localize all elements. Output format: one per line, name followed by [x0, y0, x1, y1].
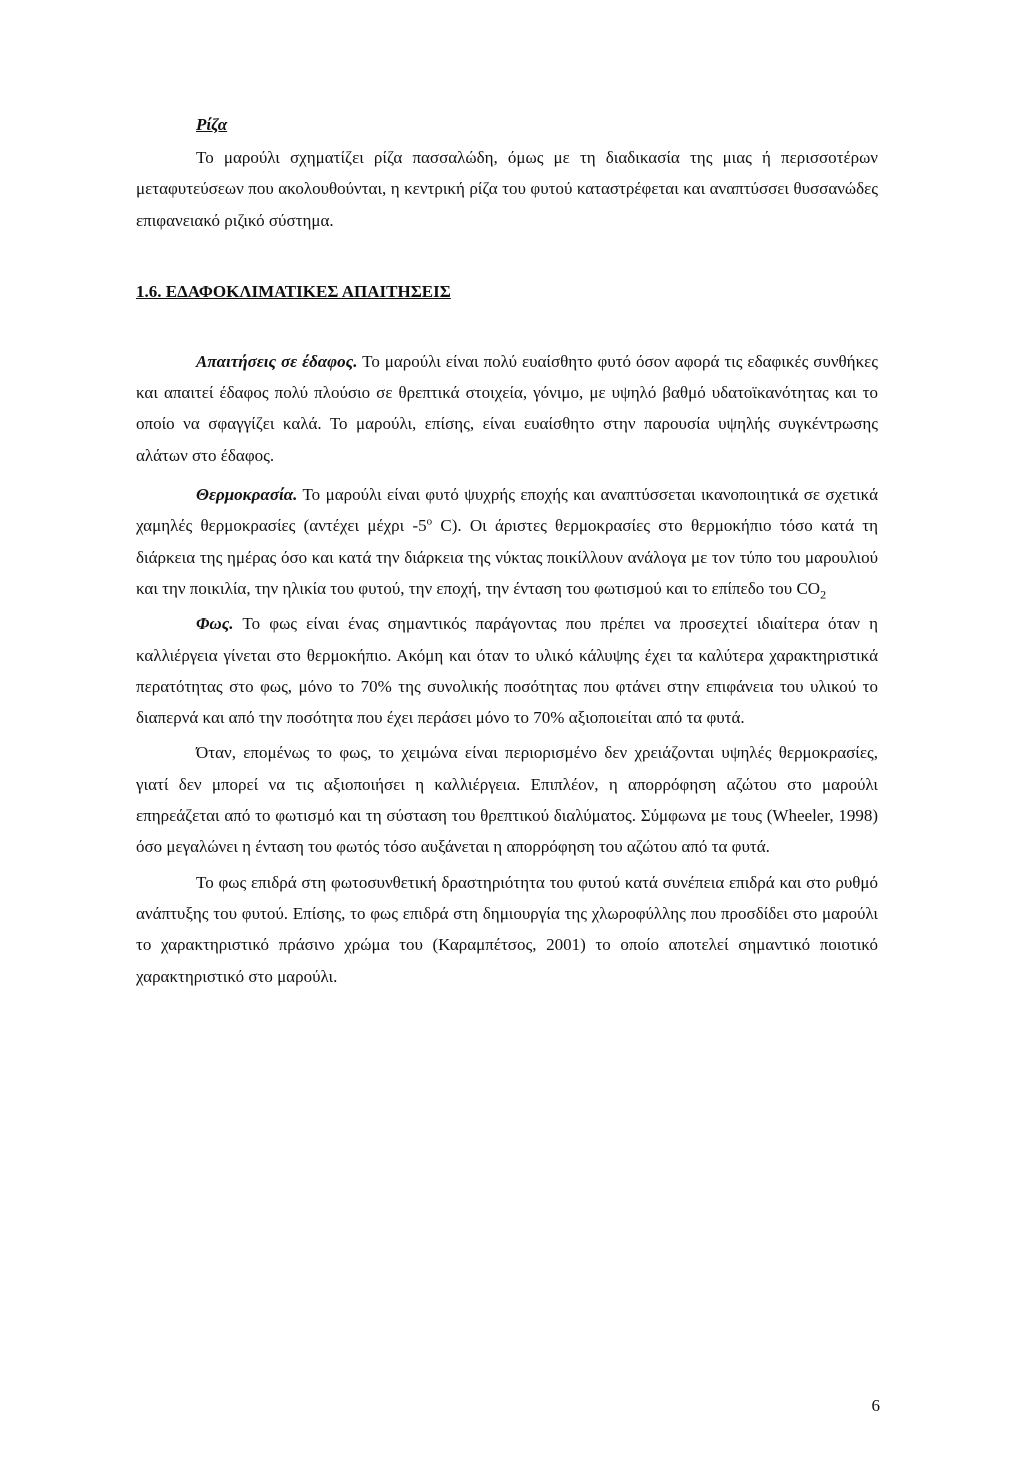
paragraph-temperature — [136, 479, 878, 604]
lead-soil: Απαιτήσεις σε έδαφος. — [196, 351, 358, 371]
subheading-root: Ρίζα — [196, 115, 228, 134]
page-number: 6 — [871, 1396, 880, 1415]
text-temperature-b: C). Οι άριστες θερμοκρασίες στο θερμοκήπιο τόσο κατά τη διάρκεια της ημέρας όσο και κατά την διάρκεια της νύκτας ποικίλλουν ανάλογα με τον τύπο του μαρουλιού και την ποικιλία, την ηλικία του φυτού, την εποχή, την ένταση του φωτισμού και το επίπεδο του CO — [136, 516, 879, 598]
section-title: 1.6. ΕΔΑΦΟΚΛΙΜΑΤΙΚΕΣ ΑΠΑΙΤΗΣΕΙΣ — [136, 281, 451, 301]
lead-light: Φως. — [196, 614, 234, 634]
lead-temperature: Θερμοκρασία. — [196, 485, 298, 505]
text-light: Το φως είναι ένας σημαντικός παράγοντας που πρέπει να προσεχτεί ιδιαίτερα όταν η καλλιέργεια γίνεται στο θερμοκήπιο. Ακόμη και όταν το υλικό κάλυψης έχει τα καλύτερα χαρακτηριστικά περατότητας στο φως, μόνο το 70% της συνολικής ποσότητας που φτάνει στην επιφάνεια του υλικού το διαπερνά και από την ποσότητα που έχει περάσει μόνο το 70% αξιοποιείται από τα φυτά. — [136, 614, 878, 728]
paragraph-winter: Όταν, επομένως το φως, το χειμώνα είναι περιορισμένο δεν χρειάζονται υψηλές θερμοκρασίες, γιατί δεν μπορεί να τις αξιοποιήσει η καλλιέργεια. Επιπλέον, η απορρόφηση αζώτου στο μαρούλι επηρεάζεται από το φωτισμό και τη σύσταση του θρεπτικού διαλύματος. Σύμφωνα με τους (Wheeler, 1998) όσο μεγαλώνει η ένταση του φωτός τόσο αυξάνεται η απορρόφηση του αζώτου από τα φυτά. — [136, 743, 878, 857]
paragraph-photosynthesis: Το φως επιδρά στη φωτοσυνθετική δραστηριότητα του φυτού κατά συνέπεια επιδρά και στο ρυθμό ανάπτυξης του φυτού. Επίσης, το φως επιδρά στη δημιουργία της χλωροφύλλης που προσδίδει στο μαρούλι το χαρακτηριστικό πράσινο χρώμα του (Καραμπέτσος, 2001) το οποίο αποτελεί σημαντικό ποιοτικό χαρακτηριστικό στο μαρούλι. — [136, 872, 878, 986]
degree-superscript: ο — [426, 515, 433, 528]
paragraph-soil — [136, 346, 878, 471]
co2-subscript: 2 — [820, 587, 827, 602]
paragraph-light — [136, 608, 878, 733]
page-content — [136, 108, 878, 992]
text-soil: Το μαρούλι είναι πολύ ευαίσθητο φυτό όσον αφορά τις εδαφικές συνθήκες και απαιτεί έδαφος πολύ πλούσιο σε θρεπτικά στοιχεία, γόνιμο, με υψηλό βαθμό υδατοϊκανότητας και το οποίο να σφαγγίζει καλά. Το μαρούλι, επίσης, είναι ευαίσθητο στην παρουσία υψηλής συγκέντρωσης αλάτων στο έδαφος. — [136, 351, 879, 465]
paragraph-root: Το μαρούλι σχηματίζει ρίζα πασσαλώδη, όμως με τη διαδικασία της μιας ή περισσοτέρων μεταφυτεύσεων που ακολουθούνται, η κεντρική ρίζα του φυτού καταστρέφεται και αναπτύσσει θυσσανώδες επιφανειακό ριζικό σύστημα. — [136, 148, 878, 230]
text-temperature-a: Το μαρούλι είναι φυτό ψυχρής εποχής και αναπτύσσεται ικανοποιητικά σε σχετικά χαμηλές θερμοκρασίες (αντέχει μέχρι -5 — [136, 485, 878, 536]
